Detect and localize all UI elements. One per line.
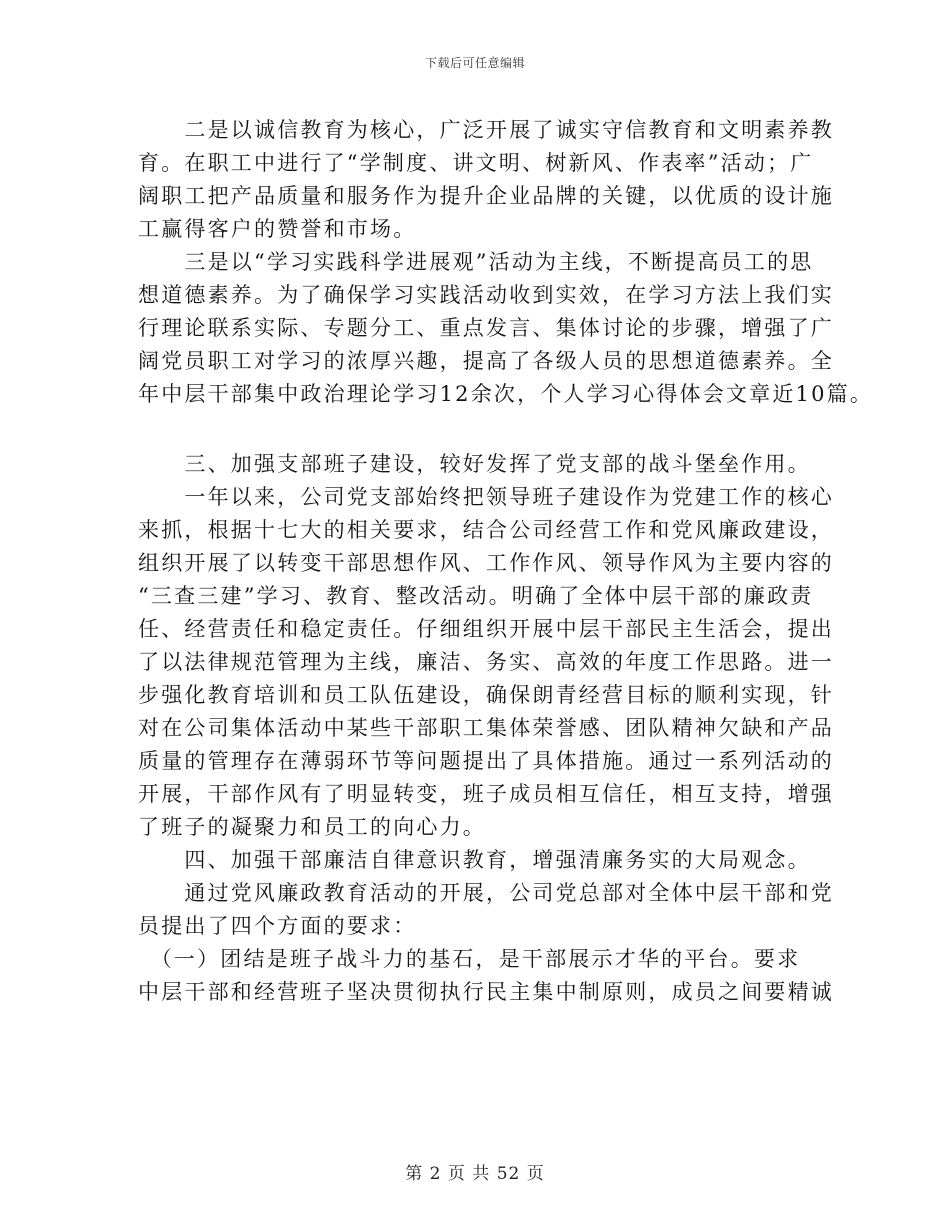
body-line: 了以法律规范管理为主线，廉洁、务实、高效的年度工作思路。进一 [138, 650, 834, 674]
body-line: 开展，干部作风有了明显转变，班子成员相互信任，相互支持，增强 [138, 782, 834, 806]
body-line: （一）团结是班子战斗力的基石，是干部展示才华的平台。要求 [138, 947, 801, 971]
body-line: 组织开展了以转变干部思想作风、工作作风、领导作风为主要内容的 [138, 551, 834, 575]
body-line: 想道德素养。为了确保学习实践活动收到实效，在学习方法上我们实 [138, 283, 834, 307]
body-line: “三查三建”学习、教育、整改活动。明确了全体中层干部的廉政责 [138, 584, 814, 608]
body-line: 行理论联系实际、专题分工、重点发言、集体讨论的步骤，增强了广 [138, 316, 834, 340]
body-line: 二是以诚信教育为核心，广泛开展了诚实守信教育和文明素养教 [138, 118, 834, 142]
body-line: 工赢得客户的赞誉和市场。 [138, 217, 417, 241]
body-line: 三是以“学习实践科学进展观”活动为主线，不断提高员工的思 [138, 250, 814, 274]
body-line: 年中层干部集中政治理论学习12余次，个人学习心得体会文章近10篇。 [138, 382, 874, 406]
body-line: 阔职工把产品质量和服务作为提升企业品牌的关键，以优质的设计施 [138, 184, 834, 208]
body-line: 通过党风廉政教育活动的开展，公司党总部对全体中层干部和党 [138, 881, 834, 905]
body-line: 阔党员职工对学习的浓厚兴趣，提高了各级人员的思想道德素养。全 [138, 349, 834, 373]
section-heading: 四、加强干部廉洁自律意识教育，增强清廉务实的大局观念。 [138, 848, 811, 872]
body-line: 来抓，根据十七大的相关要求，结合公司经营工作和党风廉政建设， [138, 518, 834, 542]
body-line: 一年以来，公司党支部始终把领导班子建设作为党建工作的核心 [138, 485, 834, 509]
body-line: 育。在职工中进行了“学制度、讲文明、树新风、作表率”活动；广 [138, 151, 814, 175]
page-number: 第 2 页 共 52 页 [405, 1164, 545, 1184]
body-line: 员提出了四个方面的要求： [138, 914, 417, 938]
body-line: 中层干部和经营班子坚决贯彻执行民主集中制原则，成员之间要精诚 [138, 980, 834, 1004]
body-line: 了班子的凝聚力和员工的向心力。 [138, 815, 486, 839]
section-heading: 三、加强支部班子建设，较好发挥了党支部的战斗堡垒作用。 [138, 452, 811, 476]
body-line: 对在公司集体活动中某些干部职工集体荣誉感、团队精神欠缺和产品 [138, 716, 834, 740]
body-line: 步强化教育培训和员工队伍建设，确保朗青经营目标的顺利实现，针 [138, 683, 834, 707]
body-line: 质量的管理存在薄弱环节等问题提出了具体措施。通过一系列活动的 [138, 749, 834, 773]
page-header: 下载后可任意编辑 [424, 56, 525, 70]
body-line: 任、经营责任和稳定责任。仔细组织开展中层干部民主生活会，提出 [138, 617, 834, 641]
